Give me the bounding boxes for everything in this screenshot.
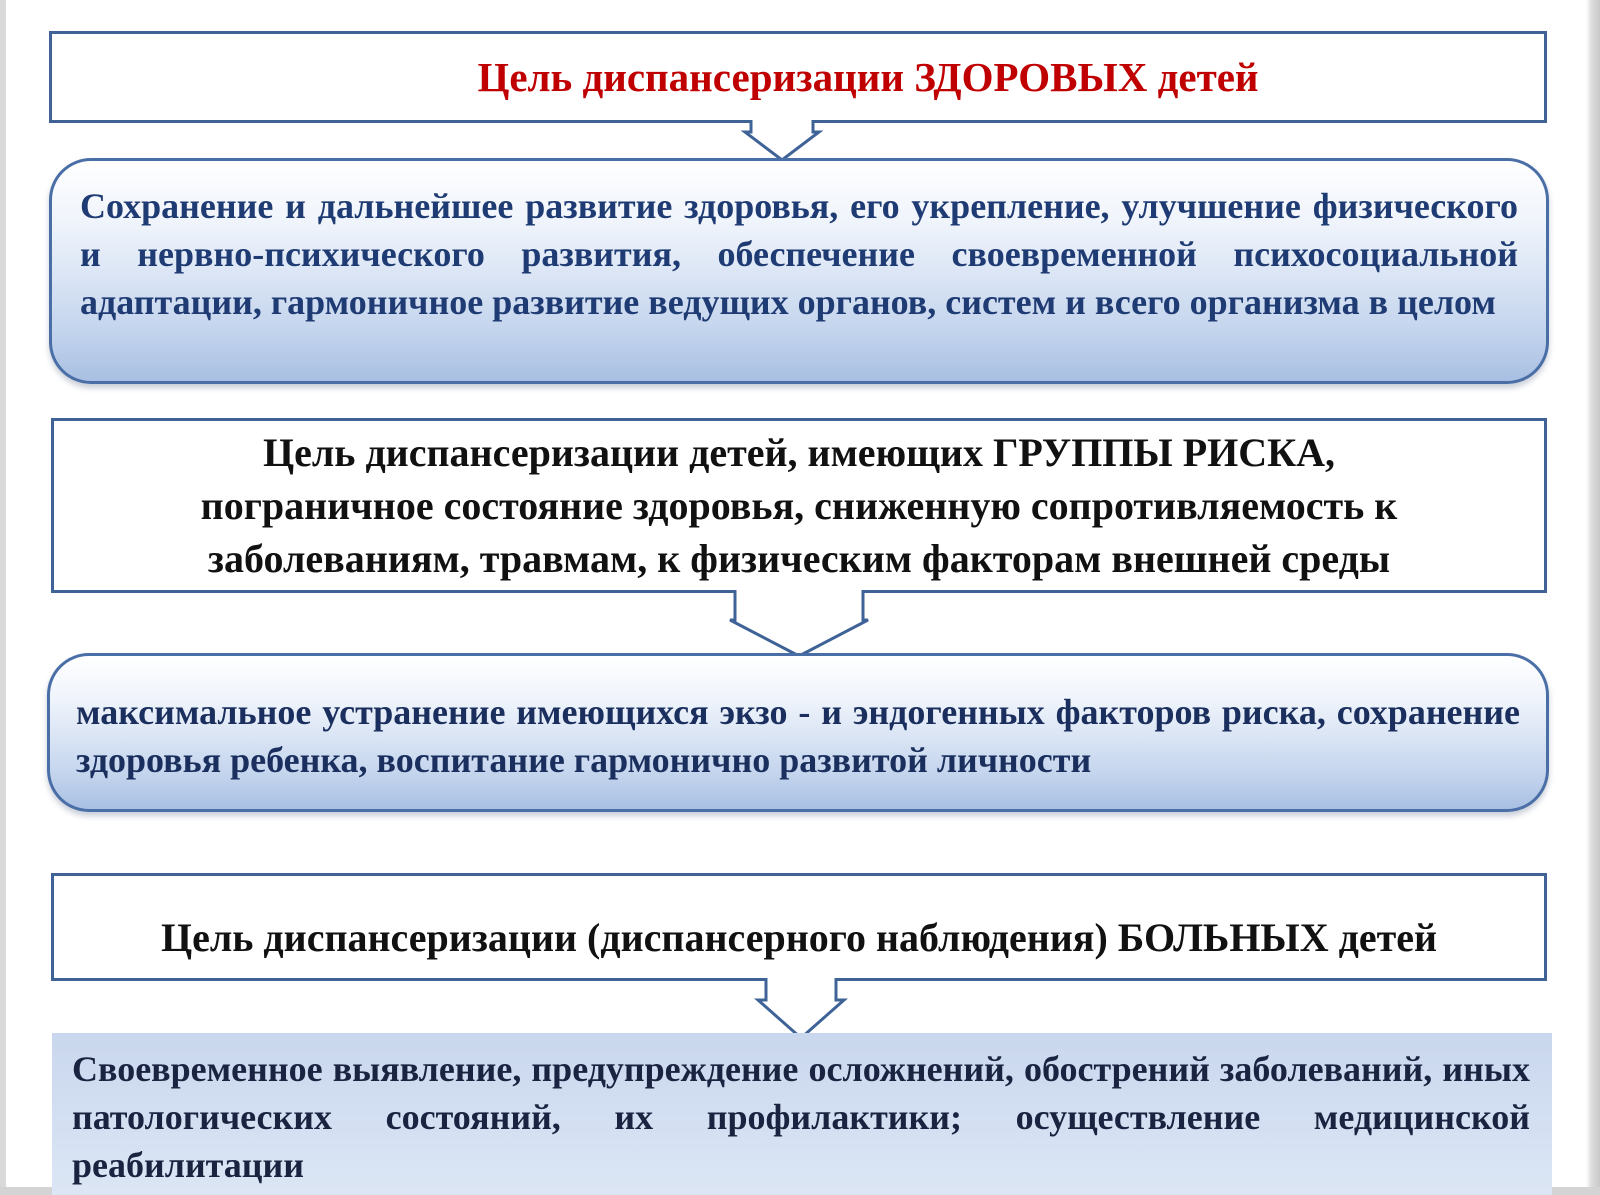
sick-children-goal-text: Своевременное выявление, предупреждение осложнений, обострений заболеваний, иных патологических состояний, их профилактики; осуществление медицинской реабилитации [72,1049,1530,1185]
sick-children-title-box [51,873,1547,981]
down-arrow-icon [730,590,868,658]
healthy-children-goal-text: Сохранение и дальнейшее развитие здоровья, его укрепление, улучшение физического и нервно-психического развития, обеспечение своевременной психосоциальной адаптации, гармоничное развитие ведущих органов, систем и всего организма в целом [80,186,1518,322]
healthy-children-title [442,53,1259,101]
risk-group-goal-box [47,653,1549,812]
page-left-edge [0,0,6,1195]
healthy-children-goal-box [49,158,1549,384]
healthy-title-suffix: детей [1147,54,1259,100]
healthy-title-prefix: Цель диспансеризации [477,54,915,100]
down-arrow-icon [758,978,844,1040]
risk-title-line-2: пограничное состояние здоровья, сниженную сопротивляемость к [200,483,1398,528]
down-arrow-icon [745,120,819,162]
risk-group-title [201,426,1398,585]
sick-children-goal-box [52,1033,1552,1195]
page-right-edge [1586,0,1600,1195]
healthy-title-emphasis: ЗДОРОВЫХ [914,54,1148,100]
risk-group-title-box [51,418,1547,593]
sick-children-title: Цель диспансеризации (диспансерного наблюдения) БОЛЬНЫХ детей [160,914,1438,960]
healthy-children-title-box [49,31,1547,123]
risk-group-goal-text: максимальное устранение имеющихся экзо - и эндогенных факторов риска, сохранение здоровья ребенка, воспитание гармонично развитой личности [76,692,1520,780]
risk-title-line-1: Цель диспансеризации детей, имеющих ГРУППЫ РИСКА, [262,430,1336,475]
risk-title-line-3: заболеваниям, травмам, к физическим факторам внешней среды [207,536,1391,581]
